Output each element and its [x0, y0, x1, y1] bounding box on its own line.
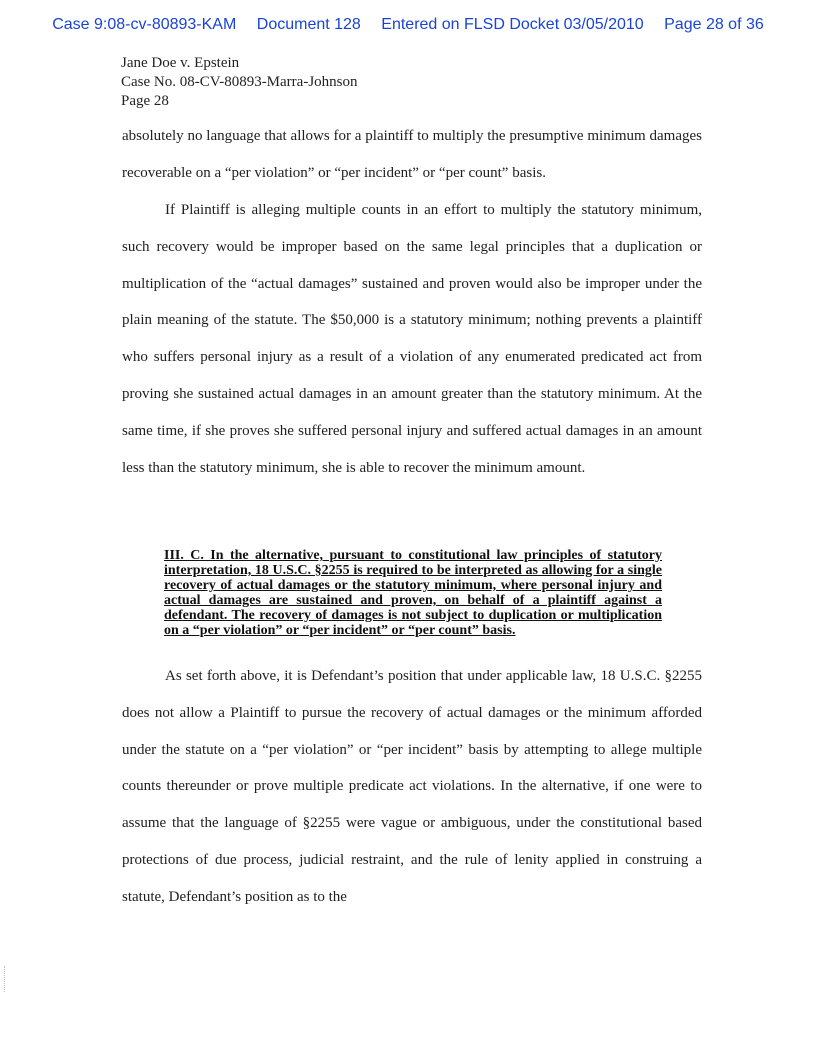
docket-header-stamp: [0, 16, 816, 34]
page-count-stamp: Page 28 of 36: [664, 16, 764, 33]
case-number-stamp: Case 9:08-cv-80893-KAM: [52, 16, 237, 33]
case-style: Jane Doe v. Epstein: [121, 55, 240, 71]
document-number-stamp: Document 128: [256, 16, 361, 33]
section-heading-iii-c: III. C. In the alternative, pursuant to constitutional law principles of statutory interpretation, 18 U.S.C. §2255 is required to be interpreted as allowing for a single recovery of actual damages or the statutory minimum, where personal injury and actual damages are sustained and proven, on behalf of a plaintiff against a defendant. The recovery of damages is not subject to duplication or multiplication on a “per violation” or “per incident” or “per count” basis.: [164, 548, 662, 638]
entered-docket-stamp: Entered on FLSD Docket 03/05/2010: [381, 16, 644, 33]
case-number: Case No. 08-CV-80893-Marra-Johnson: [121, 74, 358, 90]
paragraph-alternative-position: As set forth above, it is Defendant’s position that under applicable law, 18 U.S.C. §2255 does not allow a Plaintiff to pursue the recovery of actual damages or the minimum afforded under the statute on a “per violation” or “per incident” basis by attempting to allege multiple counts thereunder or prove multiple predicate act violations. In the alternative, if one were to assume that the language of §2255 were vague or ambiguous, under the constitutional based protections of due process, judicial restraint, and the rule of lenity applied in construing a statute, Defendant’s position as to the: [122, 668, 702, 905]
page-label: Page 28: [121, 93, 169, 109]
paragraph-multiple-counts: If Plaintiff is alleging multiple counts in an effort to multiply the statutory minimum, such recovery would be improper based on the same legal principles that a duplication or multiplication of the “actual damages” sustained and proven would also be improper under the plain meaning of the statute. The $50,000 is a statutory minimum; nothing prevents a plaintiff who suffers personal injury as a result of a violation of any enumerated predicated act from proving she sustained actual damages in an amount greater than the statutory minimum. At the same time, if she proves she suffered personal injury and suffered actual damages in an amount less than the statutory minimum, she is able to recover the minimum amount.: [122, 202, 702, 476]
paragraph-continuation: absolutely no language that allows for a plaintiff to multiply the presumptive minimum damages recoverable on a “per violation” or “per incident” or “per count” basis.: [122, 128, 702, 181]
scan-edge-marks: [4, 966, 7, 992]
case-caption: [121, 54, 358, 111]
